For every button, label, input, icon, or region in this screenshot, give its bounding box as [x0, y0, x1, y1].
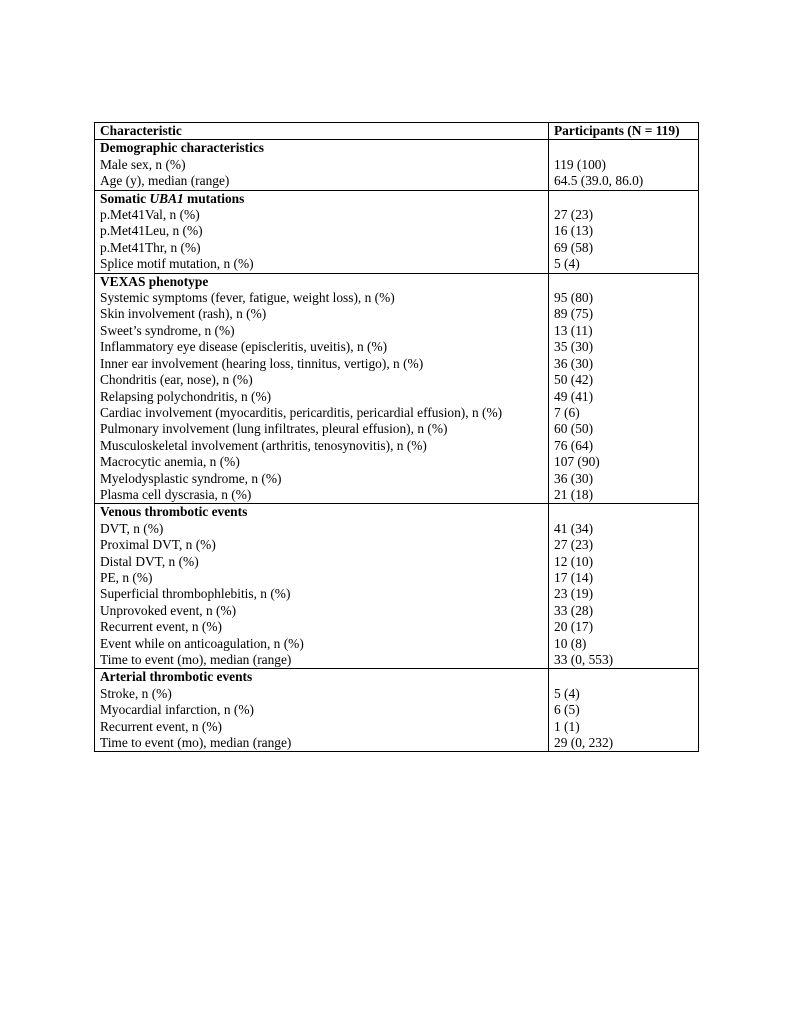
row-value: 64.5 (39.0, 86.0): [549, 173, 699, 190]
row-label: p.Met41Thr, n (%): [95, 240, 549, 256]
table-row: [95, 686, 699, 702]
section-value-blank: [549, 190, 699, 207]
table-row: [95, 537, 699, 553]
row-label: Time to event (mo), median (range): [95, 735, 549, 752]
row-value: 119 (100): [549, 157, 699, 173]
row-label: Splice motif mutation, n (%): [95, 256, 549, 273]
row-value: 1 (1): [549, 719, 699, 735]
row-value: 5 (4): [549, 256, 699, 273]
table-row: [95, 421, 699, 437]
row-value: 10 (8): [549, 636, 699, 652]
row-label: Recurrent event, n (%): [95, 619, 549, 635]
row-label: Myelodysplastic syndrome, n (%): [95, 471, 549, 487]
row-value: 6 (5): [549, 702, 699, 718]
table-row: [95, 389, 699, 405]
row-value: 33 (0, 553): [549, 652, 699, 669]
row-label: Systemic symptoms (fever, fatigue, weight loss), n (%): [95, 290, 549, 306]
row-label: Event while on anticoagulation, n (%): [95, 636, 549, 652]
row-label: Unprovoked event, n (%): [95, 603, 549, 619]
row-label: Proximal DVT, n (%): [95, 537, 549, 553]
row-value: 13 (11): [549, 323, 699, 339]
row-value: 23 (19): [549, 586, 699, 602]
section-title-em: UBA1: [149, 190, 184, 206]
section-title: [95, 669, 549, 686]
row-label: Inner ear involvement (hearing loss, tinnitus, vertigo), n (%): [95, 356, 549, 372]
section-header-row: [95, 504, 699, 521]
row-value: 33 (28): [549, 603, 699, 619]
row-label: Inflammatory eye disease (episcleritis, uveitis), n (%): [95, 339, 549, 355]
table-row: [95, 372, 699, 388]
table-row: [95, 554, 699, 570]
section-title-pre: Demographic characteristics: [100, 140, 264, 156]
row-value: 27 (23): [549, 537, 699, 553]
table-row: [95, 339, 699, 355]
section-title-pre: Venous thrombotic events: [100, 504, 248, 520]
table-row: [95, 157, 699, 173]
row-label: p.Met41Val, n (%): [95, 207, 549, 223]
table-row: [95, 521, 699, 537]
table-row: [95, 636, 699, 652]
row-label: Stroke, n (%): [95, 686, 549, 702]
section-value-blank: [549, 504, 699, 521]
participants-header: Participants (N = 119): [549, 123, 699, 140]
table-row: [95, 207, 699, 223]
section-value-blank: [549, 669, 699, 686]
characteristic-header: Characteristic: [95, 123, 549, 140]
section-title: [95, 140, 549, 157]
section-header-row: [95, 669, 699, 686]
section-value-blank: [549, 273, 699, 290]
table-body: [95, 140, 699, 752]
table-row: [95, 173, 699, 190]
table-row: [95, 471, 699, 487]
row-label: Pulmonary involvement (lung infiltrates, pleural effusion), n (%): [95, 421, 549, 437]
row-label: Distal DVT, n (%): [95, 554, 549, 570]
row-label: Sweet’s syndrome, n (%): [95, 323, 549, 339]
section-header-row: [95, 140, 699, 157]
row-label: DVT, n (%): [95, 521, 549, 537]
section-title-pre: Somatic: [100, 190, 150, 206]
row-value: 7 (6): [549, 405, 699, 421]
row-label: Time to event (mo), median (range): [95, 652, 549, 669]
section-title: [95, 504, 549, 521]
row-value: 95 (80): [549, 290, 699, 306]
table-row: [95, 405, 699, 421]
row-value: 76 (64): [549, 438, 699, 454]
row-value: 36 (30): [549, 471, 699, 487]
row-value: 41 (34): [549, 521, 699, 537]
row-label: Recurrent event, n (%): [95, 719, 549, 735]
row-label: Relapsing polychondritis, n (%): [95, 389, 549, 405]
table-row: [95, 719, 699, 735]
section-title-pre: VEXAS phenotype: [100, 273, 209, 289]
row-label: PE, n (%): [95, 570, 549, 586]
row-label: Superficial thrombophlebitis, n (%): [95, 586, 549, 602]
section-header-row: [95, 190, 699, 207]
row-label: Myocardial infarction, n (%): [95, 702, 549, 718]
table-row: [95, 323, 699, 339]
table-row: [95, 652, 699, 669]
row-value: 49 (41): [549, 389, 699, 405]
row-value: 21 (18): [549, 487, 699, 504]
table-header-row: [95, 123, 699, 140]
section-header-row: [95, 273, 699, 290]
row-value: 107 (90): [549, 454, 699, 470]
table-row: [95, 702, 699, 718]
row-value: 89 (75): [549, 306, 699, 322]
table-row: [95, 603, 699, 619]
row-value: 27 (23): [549, 207, 699, 223]
table-row: [95, 240, 699, 256]
section-title-post: mutations: [183, 190, 245, 206]
row-value: 5 (4): [549, 686, 699, 702]
row-value: 29 (0, 232): [549, 735, 699, 752]
table-row: [95, 487, 699, 504]
row-label: Age (y), median (range): [95, 173, 549, 190]
row-value: 60 (50): [549, 421, 699, 437]
table-row: [95, 735, 699, 752]
table-row: [95, 356, 699, 372]
row-label: Plasma cell dyscrasia, n (%): [95, 487, 549, 504]
section-title: [95, 273, 549, 290]
row-label: Chondritis (ear, nose), n (%): [95, 372, 549, 388]
table-row: [95, 306, 699, 322]
row-label: p.Met41Leu, n (%): [95, 223, 549, 239]
row-label: Cardiac involvement (myocarditis, pericarditis, pericardial effusion), n (%): [95, 405, 549, 421]
table-row: [95, 586, 699, 602]
row-value: 69 (58): [549, 240, 699, 256]
row-value: 16 (13): [549, 223, 699, 239]
section-title-pre: Arterial thrombotic events: [100, 669, 253, 685]
table-row: [95, 256, 699, 273]
row-label: Musculoskeletal involvement (arthritis, tenosynovitis), n (%): [95, 438, 549, 454]
row-value: 20 (17): [549, 619, 699, 635]
row-label: Macrocytic anemia, n (%): [95, 454, 549, 470]
section-value-blank: [549, 140, 699, 157]
row-label: Male sex, n (%): [95, 157, 549, 173]
table-row: [95, 223, 699, 239]
row-value: 17 (14): [549, 570, 699, 586]
table-row: [95, 454, 699, 470]
characteristics-table: [94, 122, 699, 752]
table-row: [95, 290, 699, 306]
row-value: 35 (30): [549, 339, 699, 355]
table-row: [95, 619, 699, 635]
table-row: [95, 438, 699, 454]
row-value: 50 (42): [549, 372, 699, 388]
row-value: 36 (30): [549, 356, 699, 372]
row-value: 12 (10): [549, 554, 699, 570]
table-row: [95, 570, 699, 586]
section-title: [95, 190, 549, 207]
row-label: Skin involvement (rash), n (%): [95, 306, 549, 322]
